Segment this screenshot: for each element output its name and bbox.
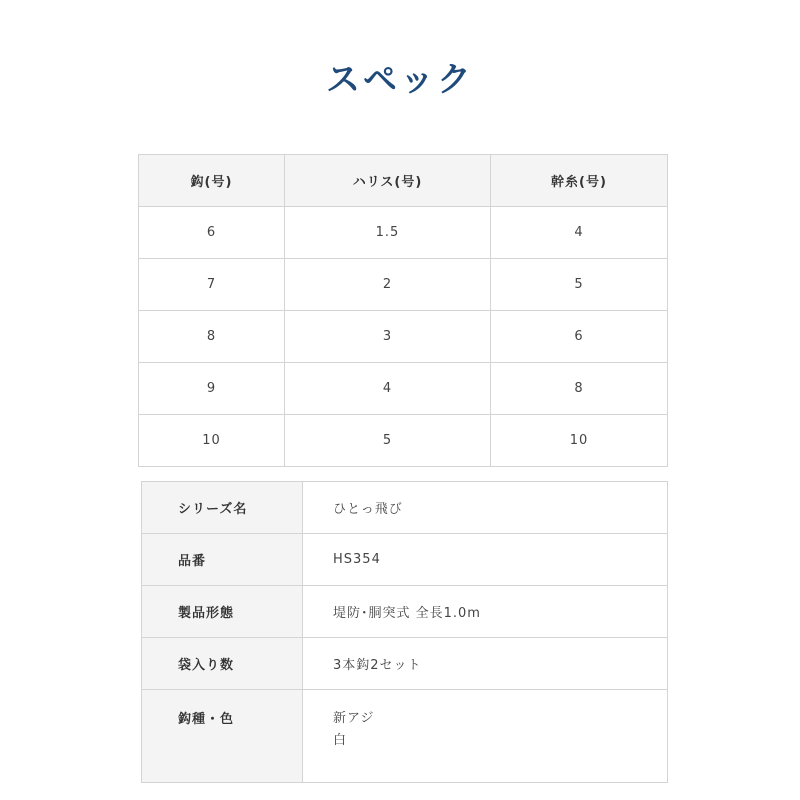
cell-main-line-size: 6 — [491, 311, 668, 363]
size-table-header-row — [139, 155, 668, 207]
cell-main-line-size: 10 — [491, 415, 668, 467]
cell-hook-size: 9 — [139, 363, 285, 415]
header-hook-size: 鈎(号) — [139, 155, 285, 207]
spec-table — [141, 481, 668, 783]
cell-hook-size: 7 — [139, 259, 285, 311]
spec-label-hook-type: 鈎種・色 — [142, 690, 303, 783]
cell-main-line-size: 4 — [491, 207, 668, 259]
table-row — [139, 311, 668, 363]
spec-value-product-form: 堤防･胴突式 全長1.0m — [303, 586, 668, 638]
table-row — [139, 363, 668, 415]
cell-hook-size: 6 — [139, 207, 285, 259]
table-row — [139, 259, 668, 311]
spec-row-series — [142, 482, 668, 534]
table-row — [139, 207, 668, 259]
spec-row-hook-type — [142, 690, 668, 783]
spec-label-series: シリーズ名 — [142, 482, 303, 534]
cell-hook-size: 8 — [139, 311, 285, 363]
spec-row-pack-count — [142, 638, 668, 690]
spec-label-pack-count: 袋入り数 — [142, 638, 303, 690]
header-leader-size: ハリス(号) — [285, 155, 491, 207]
cell-main-line-size: 8 — [491, 363, 668, 415]
spec-value-hook-type-line: 新アジ — [333, 711, 375, 726]
spec-value-product-number: HS354 — [303, 534, 668, 586]
page-title: スペック — [326, 60, 474, 100]
cell-hook-size: 10 — [139, 415, 285, 467]
header-main-line-size: 幹糸(号) — [491, 155, 668, 207]
spec-row-product-number — [142, 534, 668, 586]
cell-main-line-size: 5 — [491, 259, 668, 311]
table-row — [139, 415, 668, 467]
cell-leader-size: 4 — [285, 363, 491, 415]
spec-value-series: ひとっ飛び — [303, 482, 668, 534]
cell-leader-size: 1.5 — [285, 207, 491, 259]
spec-label-product-number: 品番 — [142, 534, 303, 586]
cell-leader-size: 3 — [285, 311, 491, 363]
spec-value-pack-count: 3本鈎2セット — [303, 638, 668, 690]
spec-value-hook-type — [303, 690, 668, 783]
spec-value-hook-color-line: 白 — [333, 733, 348, 748]
size-table — [138, 154, 668, 467]
spec-row-product-form — [142, 586, 668, 638]
spec-label-product-form: 製品形態 — [142, 586, 303, 638]
cell-leader-size: 5 — [285, 415, 491, 467]
cell-leader-size: 2 — [285, 259, 491, 311]
